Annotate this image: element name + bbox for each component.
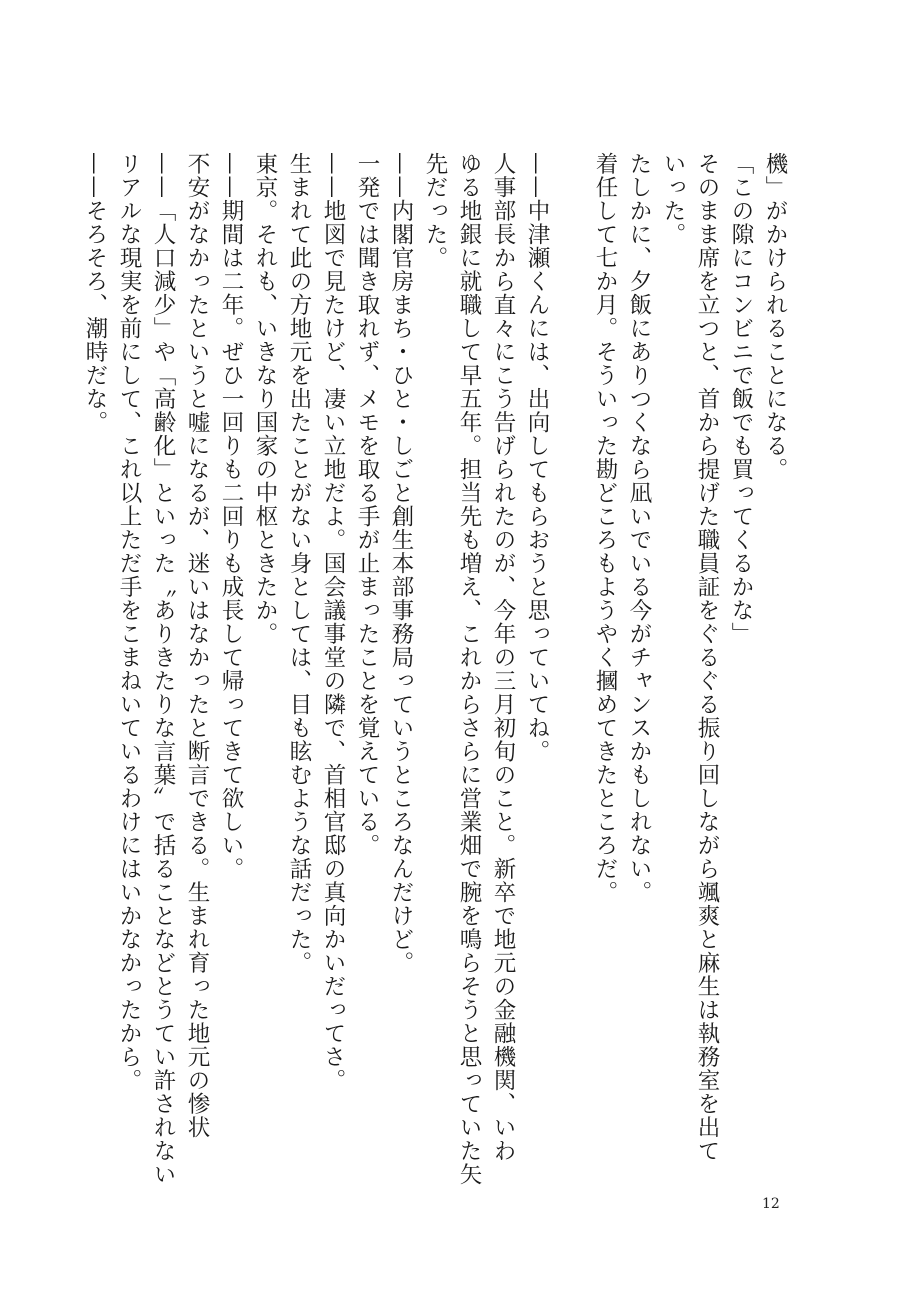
text-line: 生まれて此の方地元を出たことがない身としては、目も眩むような話だった。 — [286, 152, 312, 975]
text-line: いった。 — [660, 152, 686, 246]
text-line: ——中津瀬くんには、出向してもらおうと思っていてね。 — [524, 152, 550, 763]
text-line: 人事部長から直々にこう告げられたのが、今年の三月初旬のこと。新卒で地元の金融機関、いわ — [490, 152, 516, 1163]
text-line: そのまま席を立つと、首から提げた職員証をぐるぐる振り回しながら颯爽と麻生は執務室を出て — [694, 152, 720, 1163]
text-line: ——地図で見たけど、凄い立地だよ。国会議事堂の隣で、首相官邸の真向かいだってさ。 — [320, 152, 346, 1092]
text-line: 東京。それも、いきなり国家の中枢ときたか。 — [252, 152, 278, 646]
page-number: 12 — [762, 1196, 780, 1212]
text-line: 先だった。 — [422, 152, 448, 270]
text-line: ——そろそろ、潮時だな。 — [82, 152, 108, 434]
text-line: リアルな現実を前にして、これ以上ただ手をこまねいているわけにはいかなかったから。 — [116, 152, 142, 1092]
body-text — [78, 152, 792, 1186]
text-line: 一発では聞き取れず、メモを取る手が止まったことを覚えている。 — [354, 152, 380, 857]
text-line: 機」がかけられることになる。 — [762, 152, 788, 481]
text-line: ゆる地銀に就職して早五年。担当先も増え、これからさらに営業畑で腕を鳴らそうと思っていた矢 — [456, 152, 482, 1186]
text-line: ——期間は二年。ぜひ一回りも二回りも成長して帰ってきて欲しい。 — [218, 152, 244, 881]
text-line: ——内閣官房まち・ひと・しごと創生本部事務局っていうところなんだけど。 — [388, 152, 414, 975]
paragraph-gap — [554, 152, 588, 1152]
text-line: 「この隙にコンビニで飯でも買ってくるかな」 — [728, 152, 754, 646]
text-line: たしかに、夕飯にありつくなら凪いでいる今がチャンスかもしれない。 — [626, 152, 652, 904]
text-line: 不安がなかったというと嘘になるが、迷いはなかったと断言できる。生まれ育った地元の惨状 — [184, 152, 210, 1139]
text-line: 着任して七か月。そういった勘どころもようやく摑めてきたところだ。 — [592, 152, 618, 904]
text-line: ——「人口減少」や「高齢化」といった〝ありきたりな言葉〟で括ることなどとうてい許されない — [150, 152, 176, 1186]
